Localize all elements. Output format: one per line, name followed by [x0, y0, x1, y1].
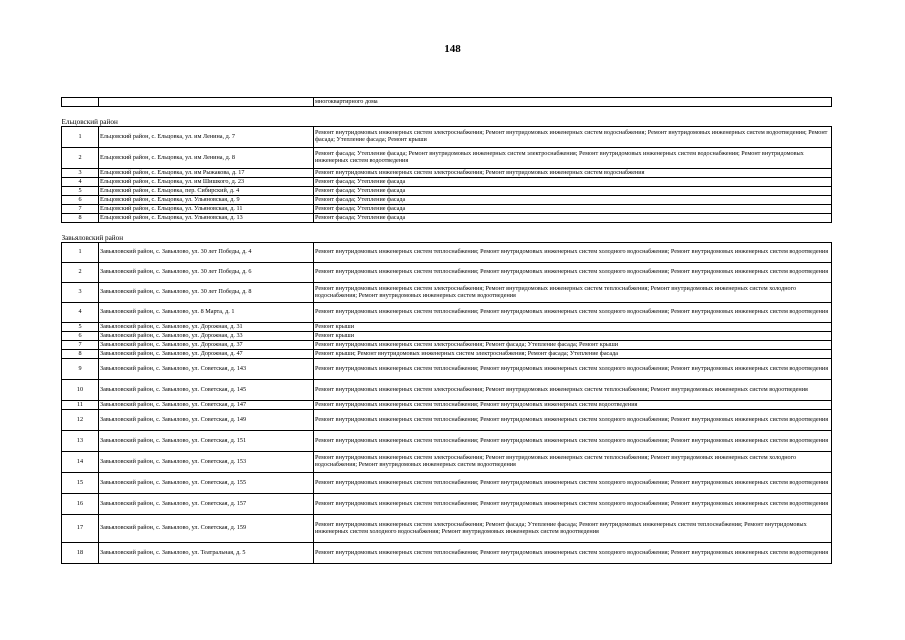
row-works: Ремонт крыши	[314, 332, 832, 341]
repair-works-table	[61, 97, 832, 564]
table-row	[62, 515, 832, 543]
row-number: 2	[62, 263, 99, 283]
row-address: Завьяловский район, с. Завьялово, ул. Советская, д. 145	[99, 380, 314, 401]
row-address: Завьяловский район, с. Завьялово, ул. 30 лет Победы, д. 8	[99, 283, 314, 303]
row-number: 1	[62, 243, 99, 263]
row-address: Завьяловский район, с. Завьялово, ул. Советская, д. 147	[99, 401, 314, 410]
row-number: 4	[62, 178, 99, 187]
row-works: Ремонт внутридомовых инженерных систем электроснабжения; Ремонт внутридомовых инженерных систем водоснабжения; Ремонт внутридомовых инженерных систем водоотведения; Ремонт фасада; Утепление фасада; Ремонт крыши	[314, 127, 832, 148]
row-address: Ельцовский район, с. Ельцовка, ул. им Шишкого, д. 23	[99, 178, 314, 187]
row-number: 5	[62, 323, 99, 332]
table-row	[62, 332, 832, 341]
row-number: 6	[62, 332, 99, 341]
row-works: Ремонт внутридомовых инженерных систем теплоснабжения; Ремонт внутридомовых инженерных систем холодного водоснабжения; Ремонт внутридомовых инженерных систем водоотведения	[314, 303, 832, 323]
row-address: Ельцовский район, с. Ельцовка, ул. им Ленина, д. 8	[99, 148, 314, 169]
row-number: 7	[62, 205, 99, 214]
table-row	[62, 127, 832, 148]
row-works: Ремонт внутридомовых инженерных систем теплоснабжения; Ремонт внутридомовых инженерных систем холодного водоснабжения; Ремонт внутридомовых инженерных систем водоотведения	[314, 431, 832, 452]
table-row	[62, 169, 832, 178]
table-row	[62, 243, 832, 263]
row-number: 17	[62, 515, 99, 543]
row-address: Завьяловский район, с. Завьялово, ул. Советская, д. 149	[99, 410, 314, 431]
page-number: 148	[444, 43, 461, 55]
table-row	[62, 178, 832, 187]
row-number: 12	[62, 410, 99, 431]
row-address: Завьяловский район, с. Завьялово, ул. Советская, д. 159	[99, 515, 314, 543]
spacer-row	[62, 107, 832, 118]
row-works: Ремонт внутридомовых инженерных систем теплоснабжения; Ремонт внутридомовых инженерных систем холодного водоснабжения; Ремонт внутридомовых инженерных систем водоотведения	[314, 263, 832, 283]
row-works: Ремонт внутридомовых инженерных систем электроснабжения; Ремонт фасада; Утепление фасада; Ремонт внутридомовых инженерных систем теплоснабжения; Ремонт внутридомовых инженерных систем холодного водоснабжения; Ремонт внутридомовых инженерных систем водоотведения	[314, 515, 832, 543]
table-row	[62, 341, 832, 350]
row-works: Ремонт внутридомовых инженерных систем электроснабжения; Ремонт внутридомовых инженерных систем водоснабжения	[314, 169, 832, 178]
row-address: Завьяловский район, с. Завьялово, ул. Советская, д. 151	[99, 431, 314, 452]
row-address: Завьяловский район, с. Завьялово, ул. 30 лет Победы, д. 4	[99, 243, 314, 263]
row-number: 3	[62, 169, 99, 178]
table-body	[62, 98, 832, 564]
table-row	[62, 214, 832, 223]
table-row	[62, 410, 832, 431]
table-row	[62, 323, 832, 332]
table-row	[62, 543, 832, 564]
row-address: Завьяловский район, с. Завьялово, ул. Дорожная, д. 47	[99, 350, 314, 359]
row-address: Завьяловский район, с. Завьялово, ул. Советская, д. 157	[99, 494, 314, 515]
row-number: 4	[62, 303, 99, 323]
row-address: Завьяловский район, с. Завьялово, ул. Театральная, д. 5	[99, 543, 314, 564]
table-row	[62, 187, 832, 196]
row-works: Ремонт внутридомовых инженерных систем теплоснабжения; Ремонт внутридомовых инженерных систем холодного водоснабжения; Ремонт внутридомовых инженерных систем водоотведения	[314, 494, 832, 515]
table-row	[62, 473, 832, 494]
row-address: Завьяловский район, с. Завьялово, ул. Советская, д. 153	[99, 452, 314, 473]
section-heading-row	[62, 117, 832, 127]
row-address: Ельцовский район, с. Ельцовка, ул. Ульяновская, д. 11	[99, 205, 314, 214]
row-works: Ремонт внутридомовых инженерных систем электроснабжения; Ремонт фасада; Утепление фасада; Ремонт крыши	[314, 341, 832, 350]
row-works: Ремонт внутридомовых инженерных систем электроснабжения; Ремонт внутридомовых инженерных систем теплоснабжения; Ремонт внутридомовых инженерных систем холодного водоснабжения; Ремонт внутридомовых инженерных систем водоотведения	[314, 283, 832, 303]
section-title: Ельцовский район	[61, 118, 118, 126]
row-works: Ремонт внутридомовых инженерных систем теплоснабжения; Ремонт внутридомовых инженерных систем холодного водоснабжения; Ремонт внутридомовых инженерных систем водоотведения	[314, 359, 832, 380]
row-number: 2	[62, 148, 99, 169]
row-address: Завьяловский район, с. Завьялово, ул. Дорожная, д. 31	[99, 323, 314, 332]
row-address: Завьяловский район, с. Завьялово, ул. Советская, д. 155	[99, 473, 314, 494]
section-heading-row	[62, 233, 832, 243]
row-works: Ремонт фасада; Утепление фасада	[314, 205, 832, 214]
row-number: 5	[62, 187, 99, 196]
row-number: 6	[62, 196, 99, 205]
row-number: 7	[62, 341, 99, 350]
row-address: Завьяловский район, с. Завьялово, ул. 30 лет Победы, д. 6	[99, 263, 314, 283]
row-number: 3	[62, 283, 99, 303]
row-works: Ремонт фасада; Утепление фасада	[314, 178, 832, 187]
table-row	[62, 350, 832, 359]
row-address: Ельцовский район, с. Ельцовка, ул. им Ленина, д. 7	[99, 127, 314, 148]
row-number: 13	[62, 431, 99, 452]
row-address: Завьяловский район, с. Завьялово, ул. Дорожная, д. 37	[99, 341, 314, 350]
row-number: 1	[62, 127, 99, 148]
row-address	[99, 98, 314, 107]
spacer-row	[62, 223, 832, 234]
row-address: Ельцовский район, с. Ельцовка, ул. Ульяновская, д. 13	[99, 214, 314, 223]
row-works: Ремонт фасада; Утепление фасада; Ремонт внутридомовых инженерных систем электроснабжения; Ремонт внутридомовых инженерных систем водоснабжения; Ремонт внутридомовых инженерных систем водоотведения	[314, 148, 832, 169]
table-row	[62, 283, 832, 303]
row-works: Ремонт фасада; Утепление фасада	[314, 187, 832, 196]
row-works: Ремонт внутридомовых инженерных систем теплоснабжения; Ремонт внутридомовых инженерных систем холодного водоснабжения; Ремонт внутридомовых инженерных систем водоотведения	[314, 473, 832, 494]
row-address: Ельцовский район, с. Ельцовка, пер. Сибирский, д. 4	[99, 187, 314, 196]
row-number: 8	[62, 350, 99, 359]
row-number	[62, 98, 99, 107]
row-number: 10	[62, 380, 99, 401]
row-number: 18	[62, 543, 99, 564]
row-works: Ремонт внутридомовых инженерных систем теплоснабжения; Ремонт внутридомовых инженерных систем водоотведения	[314, 401, 832, 410]
table-row	[62, 196, 832, 205]
table-row	[62, 359, 832, 380]
section-title: Завьяловский район	[61, 234, 124, 242]
row-works: Ремонт фасада; Утепление фасада	[314, 196, 832, 205]
table-row	[62, 98, 832, 107]
table-row	[62, 452, 832, 473]
row-works: Ремонт фасада; Утепление фасада	[314, 214, 832, 223]
row-works: Ремонт внутридомовых инженерных систем теплоснабжения; Ремонт внутридомовых инженерных систем холодного водоснабжения; Ремонт внутридомовых инженерных систем водоотведения	[314, 243, 832, 263]
table-row	[62, 431, 832, 452]
row-works: Ремонт внутридомовых инженерных систем теплоснабжения; Ремонт внутридомовых инженерных систем холодного водоснабжения; Ремонт внутридомовых инженерных систем водоотведения	[314, 410, 832, 431]
row-address: Ельцовский район, с. Ельцовка, ул. Ульяновская, д. 9	[99, 196, 314, 205]
row-works: Ремонт крыши; Ремонт внутридомовых инженерных систем электроснабжения; Ремонт фасада; Утепление фасада	[314, 350, 832, 359]
table-row	[62, 303, 832, 323]
row-works: многоквартирного дома	[314, 98, 832, 107]
row-number: 16	[62, 494, 99, 515]
row-number: 8	[62, 214, 99, 223]
row-works: Ремонт крыши	[314, 323, 832, 332]
row-address: Ельцовский район, с. Ельцовка, ул. им Рыжакова, д. 17	[99, 169, 314, 178]
table-row	[62, 494, 832, 515]
row-address: Завьяловский район, с. Завьялово, ул. 8 Марта, д. 1	[99, 303, 314, 323]
table-row	[62, 263, 832, 283]
row-works: Ремонт внутридомовых инженерных систем электроснабжения; Ремонт внутридомовых инженерных систем теплоснабжения; Ремонт внутридомовых инженерных систем холодного водоснабжения; Ремонт внутридомовых инженерных систем водоотведения	[314, 452, 832, 473]
row-address: Завьяловский район, с. Завьялово, ул. Дорожная, д. 33	[99, 332, 314, 341]
table-row	[62, 380, 832, 401]
row-address: Завьяловский район, с. Завьялово, ул. Советская, д. 143	[99, 359, 314, 380]
table-row	[62, 148, 832, 169]
table-row	[62, 401, 832, 410]
row-works: Ремонт внутридомовых инженерных систем электроснабжения; Ремонт внутридомовых инженерных систем теплоснабжения; Ремонт внутридомовых инженерных систем водоотведения	[314, 380, 832, 401]
row-number: 14	[62, 452, 99, 473]
table-row	[62, 205, 832, 214]
row-number: 11	[62, 401, 99, 410]
row-number: 15	[62, 473, 99, 494]
row-number: 9	[62, 359, 99, 380]
row-works: Ремонт внутридомовых инженерных систем теплоснабжения; Ремонт внутридомовых инженерных систем холодного водоснабжения; Ремонт внутридомовых инженерных систем водоотведения	[314, 543, 832, 564]
